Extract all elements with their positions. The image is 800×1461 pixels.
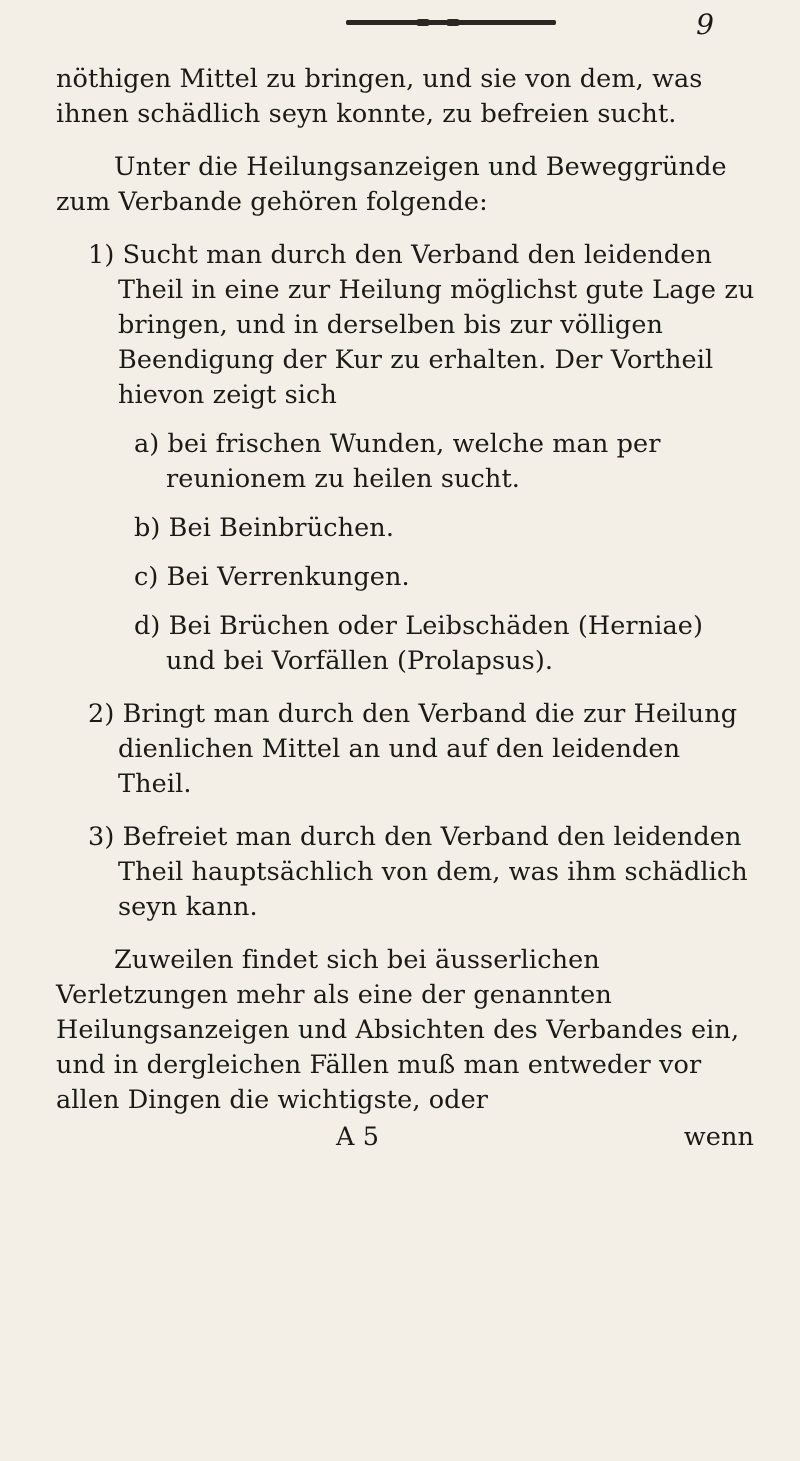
- catchline: [56, 1120, 760, 1155]
- decorative-rule: [346, 20, 556, 25]
- lead-paragraph: Unter die Heilungsanzeigen und Beweggründe zum Verbande gehören folgende:: [56, 152, 727, 217]
- page-number: 9: [696, 8, 714, 41]
- sub-item-d: d) Bei Brüchen oder Leibschäden (Herniae) und bei Vorfällen (Prolapsus).: [134, 611, 704, 676]
- signature-mark: A 5: [336, 1122, 380, 1152]
- intro-paragraph: nöthigen Mittel zu bringen, und sie von dem, was ihnen schädlich seyn konnte, zu befreien sucht.: [56, 64, 703, 129]
- sub-item-a: a) bei frischen Wunden, welche man per reunionem zu heilen sucht.: [134, 429, 661, 494]
- list-item-3: 3) Befreiet man durch den Verband den leidenden Theil hauptsächlich von dem, was ihm schädlich seyn kann.: [88, 822, 748, 922]
- closing-paragraph: Zuweilen findet sich bei äusserlichen Verletzungen mehr als eine der genannten Heilungsanzeigen und Absichten des Verbandes ein, und in dergleichen Fällen muß man entweder vor allen Dingen die wichtigste, oder: [56, 945, 740, 1115]
- body-text: [56, 62, 760, 1155]
- list-item-1: 1) Sucht man durch den Verband den leidenden Theil in eine zur Heilung möglichst gute Lage zu bringen, und in derselben bis zur völligen Beendigung der Kur zu erhalten. Der Vortheil hievon zeigt sich: [88, 240, 755, 410]
- list-item-2: 2) Bringt man durch den Verband die zur Heilung dienlichen Mittel an und auf den leidenden Theil.: [88, 699, 738, 799]
- catchword: wenn: [683, 1122, 754, 1152]
- sub-item-b: b) Bei Beinbrüchen.: [134, 513, 395, 543]
- page-header: [56, 0, 760, 62]
- sub-item-c: c) Bei Verrenkungen.: [134, 562, 410, 592]
